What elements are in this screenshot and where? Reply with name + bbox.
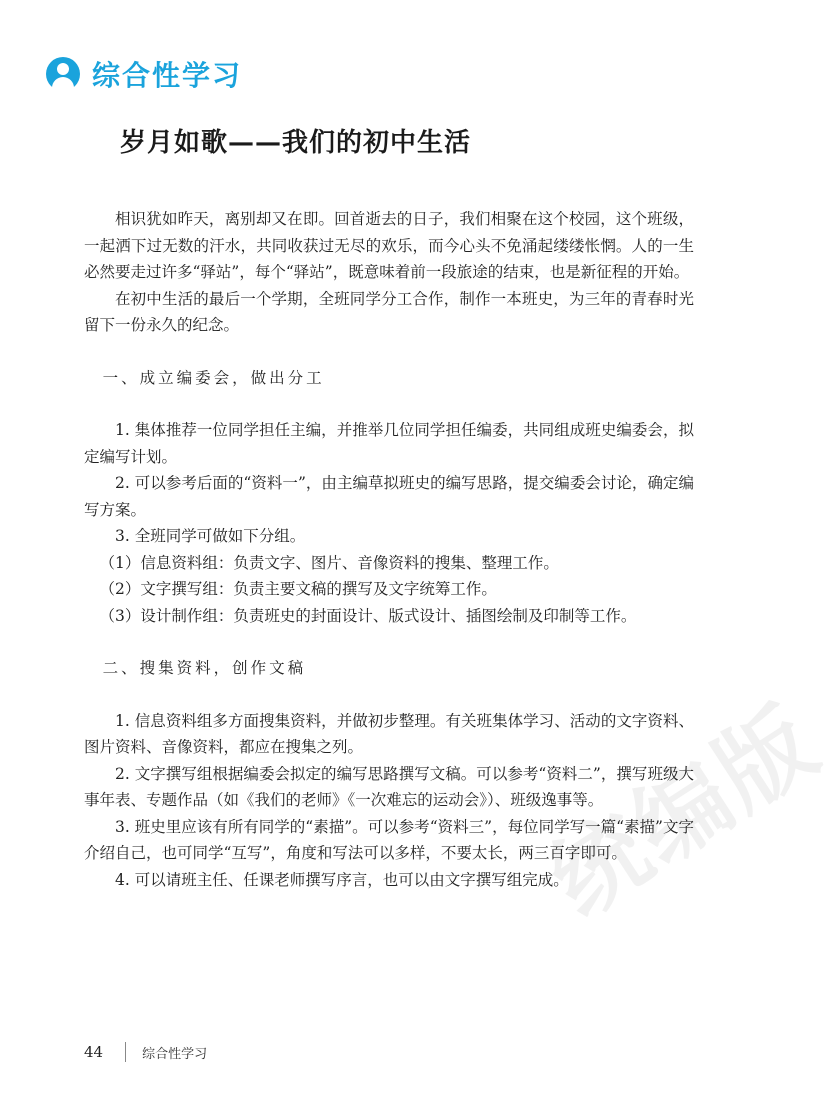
list-item: 1. 集体推荐一位同学担任主编，并推举几位同学担任编委，共同组成班史编委会，拟定编写计划。 — [84, 421, 694, 466]
footer-label: 综合性学习 — [142, 1046, 208, 1062]
sub-list-item: （2）文字撰写组：负责主要文稿的撰写及文字统筹工作。 — [99, 580, 497, 598]
section-heading-2: 二、搜集资料，创作文稿 — [102, 659, 307, 677]
footer-divider — [125, 1042, 126, 1062]
user-icon — [46, 57, 80, 91]
list-item: 2. 可以参考后面的“资料一”，由主编草拟班史的编写思路，提交编委会讨论，确定编写方案。 — [84, 474, 694, 519]
intro-paragraph-1: 相识犹如昨天，离别却又在即。回首逝去的日子，我们相聚在这个校园，这个班级，一起洒下过无数的汗水，共同收获过无尽的欢乐，而今心头不免涌起缕缕怅惘。人的一生必然要走过许多“驿站”，每个“驿站”，既意味着前一段旅途的结束，也是新征程的开始。 — [84, 210, 694, 281]
section-heading-1: 一、成立编委会，做出分工 — [102, 368, 325, 387]
list-item: 2. 文字撰写组根据编委会拟定的编写思路撰写文稿。可以参考“资料二”，撰写班级大事年表、专题作品（如《我们的老师》《一次难忘的运动会》）、班级逸事等。 — [84, 764, 694, 809]
page-number: 44 — [84, 1043, 104, 1061]
section-header — [46, 52, 242, 96]
sub-list-item: （1）信息资料组：负责文字、图片、音像资料的搜集、整理工作。 — [99, 553, 559, 572]
section-label: 综合性学习 — [92, 59, 243, 92]
sub-list-item: （3）设计制作组：负责班史的封面设计、版式设计、插图绘制及印制等工作。 — [99, 606, 637, 625]
page-footer — [84, 1042, 207, 1062]
watermark: 统编版 — [531, 686, 838, 938]
list-item: 3. 班史里应该有所有同学的“素描”。可以参考“资料三”，每位同学写一篇“素描”文字介绍自己，也可同学“互写”，角度和写法可以多样，不要太长，两三百字即可。 — [84, 817, 694, 862]
list-item: 4. 可以请班主任、任课老师撰写序言，也可以由文字撰写组完成。 — [115, 870, 569, 889]
page-title: 岁月如歌——我们的初中生活 — [120, 128, 472, 158]
list-item: 1. 信息资料组多方面搜集资料，并做初步整理。有关班集体学习、活动的文字资料、图片资料、音像资料，都应在搜集之列。 — [84, 711, 694, 756]
list-item: 3. 全班同学可做如下分组。 — [115, 527, 306, 545]
intro-paragraph-2: 在初中生活的最后一个学期，全班同学分工合作，制作一本班史，为三年的青春时光留下一份永久的纪念。 — [84, 289, 694, 334]
